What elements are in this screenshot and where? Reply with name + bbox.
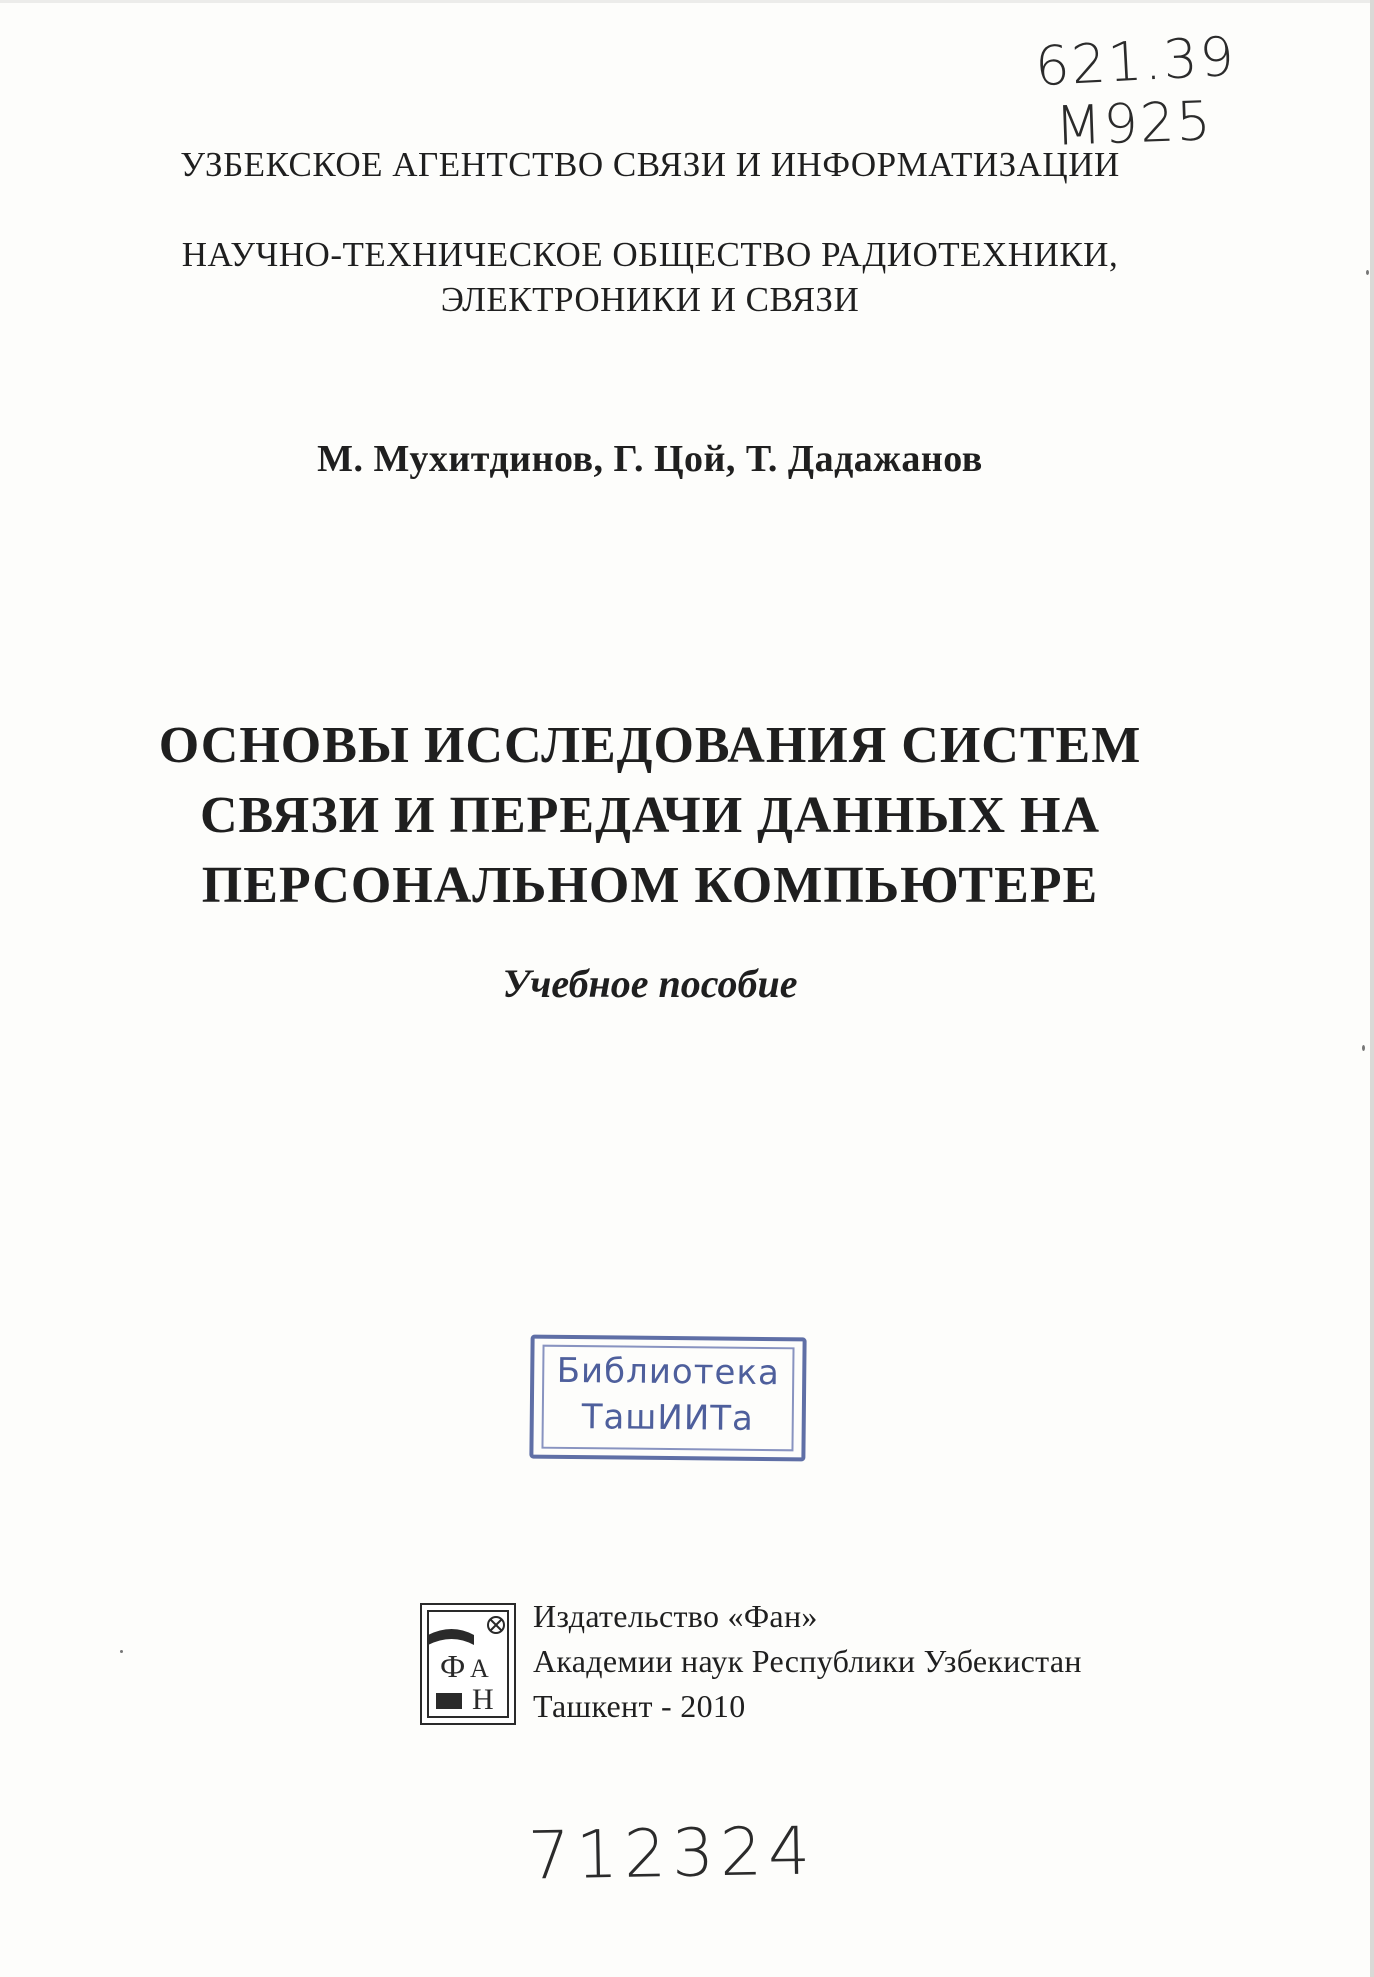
fan-logo-graphic — [422, 1605, 514, 1723]
organization-2-line2: ЭЛЕКТРОНИКИ И СВЯЗИ — [440, 280, 860, 319]
library-stamp — [529, 1335, 806, 1462]
scan-speck — [1366, 270, 1369, 275]
stamp-inner-border — [541, 1345, 794, 1452]
publisher-line3: Ташкент - 2010 — [533, 1688, 746, 1724]
stamp-line2: ТашИИТа — [581, 1397, 755, 1439]
scan-edge-right — [1370, 0, 1374, 1977]
inventory-number: 712324 — [527, 1812, 817, 1895]
svg-text:Ф: Ф — [440, 1648, 466, 1684]
publisher-line1: Издательство «Фан» — [533, 1598, 818, 1634]
title-line3: ПЕРСОНАЛЬНОМ КОМПЬЮТЕРЕ — [201, 857, 1099, 914]
organization-2-line1: НАУЧНО-ТЕХНИЧЕСКОЕ ОБЩЕСТВО РАДИОТЕХНИКИ, — [181, 235, 1119, 274]
subtitle: Учебное пособие — [502, 961, 798, 1006]
scan-speck — [120, 1650, 123, 1653]
title-line1: ОСНОВЫ ИССЛЕДОВАНИЯ СИСТЕМ — [158, 717, 1142, 774]
authors: М. Мухитдинов, Г. Цой, Т. Дадажанов — [317, 438, 983, 480]
publisher-logo-icon — [420, 1603, 516, 1725]
publisher-line2: Академии наук Республики Узбекистан — [533, 1643, 1082, 1679]
scan-edge-top — [0, 0, 1374, 3]
stamp-line1: Библиотека — [556, 1350, 781, 1394]
scan-speck — [1362, 1045, 1365, 1051]
organization-1: УЗБЕКСКОЕ АГЕНТСТВО СВЯЗИ И ИНФОРМАТИЗАЦИИ — [180, 145, 1120, 184]
call-number-line2: M925 — [1053, 89, 1214, 158]
title-line2: СВЯЗИ И ПЕРЕДАЧИ ДАННЫХ НА — [200, 787, 1100, 844]
call-number-line1: 621.39 — [1033, 24, 1238, 99]
svg-text:Н: Н — [472, 1683, 494, 1716]
svg-text:А: А — [470, 1654, 489, 1683]
